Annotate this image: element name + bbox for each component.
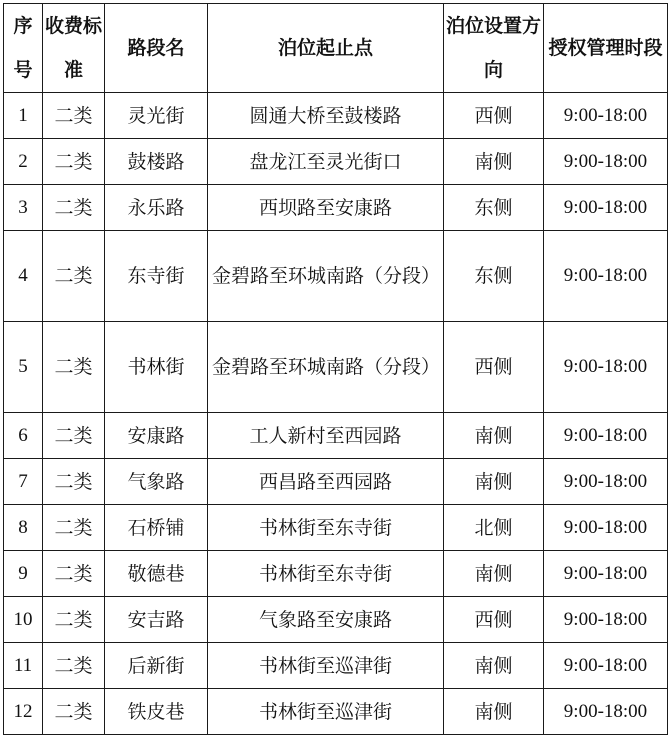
cell-range: 书林街至巡津街 <box>208 689 444 735</box>
table-row <box>4 689 668 735</box>
cell-range: 圆通大桥至鼓楼路 <box>208 93 444 139</box>
cell-index: 8 <box>4 505 43 551</box>
cell-fee: 二类 <box>43 139 105 185</box>
cell-hours: 9:00-18:00 <box>544 505 668 551</box>
cell-road: 安康路 <box>105 413 208 459</box>
cell-fee: 二类 <box>43 689 105 735</box>
cell-hours: 9:00-18:00 <box>544 231 668 322</box>
cell-road: 后新街 <box>105 643 208 689</box>
cell-direction: 西侧 <box>444 322 544 413</box>
cell-direction: 南侧 <box>444 551 544 597</box>
cell-direction: 南侧 <box>444 139 544 185</box>
table-row <box>4 643 668 689</box>
cell-fee: 二类 <box>43 322 105 413</box>
cell-range: 盘龙江至灵光街口 <box>208 139 444 185</box>
header-index: 序号 <box>4 4 43 93</box>
cell-index: 3 <box>4 185 43 231</box>
table-header-row <box>4 4 668 93</box>
cell-fee: 二类 <box>43 231 105 322</box>
cell-index: 9 <box>4 551 43 597</box>
parking-berth-table <box>3 3 668 735</box>
cell-fee: 二类 <box>43 551 105 597</box>
cell-fee: 二类 <box>43 413 105 459</box>
table-row <box>4 551 668 597</box>
table-row <box>4 505 668 551</box>
cell-range: 书林街至东寺街 <box>208 505 444 551</box>
cell-index: 5 <box>4 322 43 413</box>
cell-direction: 南侧 <box>444 689 544 735</box>
cell-range: 气象路至安康路 <box>208 597 444 643</box>
header-road-name: 路段名 <box>105 4 208 93</box>
cell-fee: 二类 <box>43 505 105 551</box>
cell-road: 石桥铺 <box>105 505 208 551</box>
header-hours: 授权管理时段 <box>544 4 668 93</box>
cell-direction: 西侧 <box>444 597 544 643</box>
cell-hours: 9:00-18:00 <box>544 551 668 597</box>
table-row <box>4 185 668 231</box>
cell-hours: 9:00-18:00 <box>544 597 668 643</box>
cell-fee: 二类 <box>43 459 105 505</box>
cell-index: 7 <box>4 459 43 505</box>
cell-range: 书林街至东寺街 <box>208 551 444 597</box>
cell-road: 鼓楼路 <box>105 139 208 185</box>
cell-index: 2 <box>4 139 43 185</box>
cell-road: 安吉路 <box>105 597 208 643</box>
cell-road: 铁皮巷 <box>105 689 208 735</box>
cell-road: 灵光街 <box>105 93 208 139</box>
table-row <box>4 139 668 185</box>
cell-fee: 二类 <box>43 93 105 139</box>
cell-index: 1 <box>4 93 43 139</box>
cell-index: 12 <box>4 689 43 735</box>
cell-index: 4 <box>4 231 43 322</box>
cell-direction: 南侧 <box>444 459 544 505</box>
cell-fee: 二类 <box>43 185 105 231</box>
cell-road: 书林街 <box>105 322 208 413</box>
cell-hours: 9:00-18:00 <box>544 689 668 735</box>
cell-range: 金碧路至环城南路（分段） <box>208 322 444 413</box>
cell-road: 敬德巷 <box>105 551 208 597</box>
cell-range: 书林街至巡津街 <box>208 643 444 689</box>
cell-direction: 东侧 <box>444 185 544 231</box>
cell-direction: 北侧 <box>444 505 544 551</box>
cell-range: 西坝路至安康路 <box>208 185 444 231</box>
cell-road: 永乐路 <box>105 185 208 231</box>
cell-index: 6 <box>4 413 43 459</box>
cell-road: 气象路 <box>105 459 208 505</box>
table-row <box>4 459 668 505</box>
cell-index: 11 <box>4 643 43 689</box>
header-range: 泊位起止点 <box>208 4 444 93</box>
cell-fee: 二类 <box>43 597 105 643</box>
cell-hours: 9:00-18:00 <box>544 139 668 185</box>
cell-direction: 西侧 <box>444 93 544 139</box>
cell-hours: 9:00-18:00 <box>544 322 668 413</box>
cell-road: 东寺街 <box>105 231 208 322</box>
cell-direction: 东侧 <box>444 231 544 322</box>
cell-hours: 9:00-18:00 <box>544 643 668 689</box>
table-row <box>4 597 668 643</box>
table-row <box>4 93 668 139</box>
cell-fee: 二类 <box>43 643 105 689</box>
cell-direction: 南侧 <box>444 643 544 689</box>
header-direction: 泊位设置方向 <box>444 4 544 93</box>
table-row <box>4 322 668 413</box>
cell-range: 西昌路至西园路 <box>208 459 444 505</box>
table-row <box>4 231 668 322</box>
table-row <box>4 413 668 459</box>
cell-hours: 9:00-18:00 <box>544 185 668 231</box>
header-fee-standard: 收费标准 <box>43 4 105 93</box>
cell-direction: 南侧 <box>444 413 544 459</box>
cell-range: 工人新村至西园路 <box>208 413 444 459</box>
cell-hours: 9:00-18:00 <box>544 413 668 459</box>
cell-range: 金碧路至环城南路（分段） <box>208 231 444 322</box>
cell-hours: 9:00-18:00 <box>544 459 668 505</box>
cell-hours: 9:00-18:00 <box>544 93 668 139</box>
cell-index: 10 <box>4 597 43 643</box>
